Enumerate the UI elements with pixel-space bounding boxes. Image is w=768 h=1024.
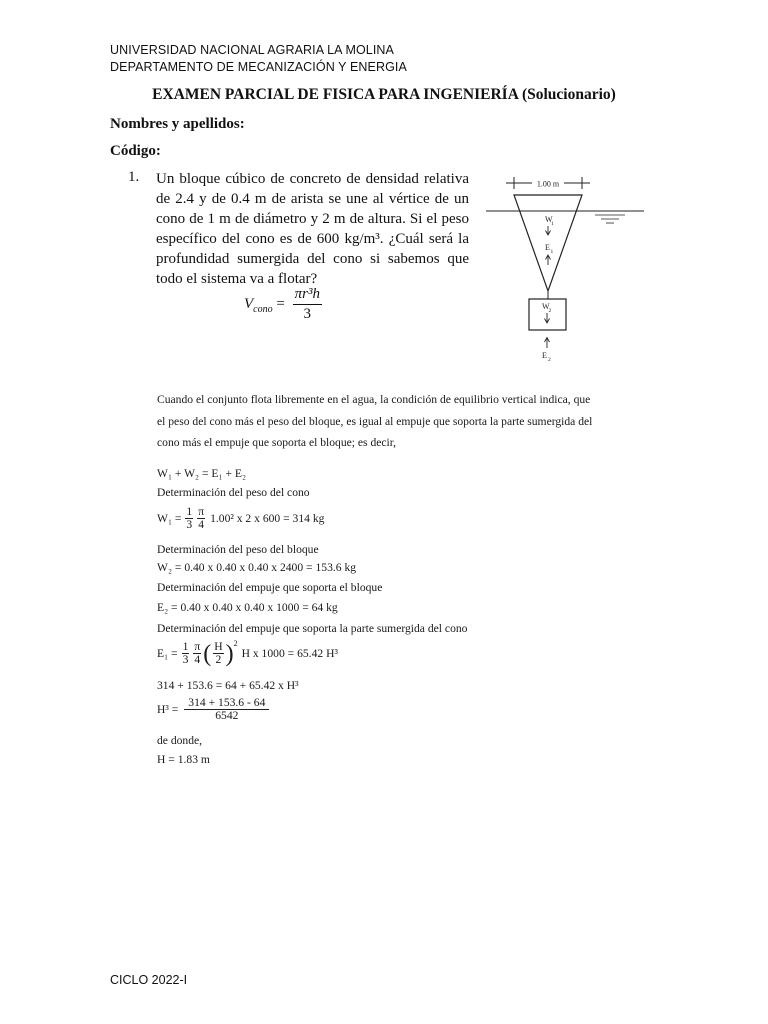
close-paren: ) bbox=[225, 640, 234, 667]
question-line: todo el sistema va a flotar? bbox=[156, 271, 318, 287]
w1-rhs: 1.00² x 2 x 600 = 314 kg bbox=[210, 512, 325, 525]
cycle-footer: CICLO 2022-I bbox=[110, 973, 188, 987]
h3-lhs: H³ = bbox=[157, 703, 179, 716]
balance-equation: W₁ + W₂ = E₁ + E₂ bbox=[157, 467, 247, 480]
e1-equation bbox=[157, 641, 338, 666]
frac-numerator: π bbox=[198, 505, 205, 518]
result-equation: H = 1.83 m bbox=[157, 753, 210, 766]
h3-denominator: 6542 bbox=[215, 709, 239, 722]
e1-sub: 1 bbox=[550, 249, 554, 255]
question-number: 1. bbox=[128, 169, 140, 185]
names-label: Nombres y apellidos: bbox=[110, 116, 245, 132]
w1-equation bbox=[157, 506, 324, 531]
h3-equation bbox=[157, 697, 271, 722]
frac-numerator: 1 bbox=[182, 640, 189, 653]
w1-lhs: W₁ = bbox=[157, 512, 182, 525]
university-name: UNIVERSIDAD NACIONAL AGRARIA LA MOLINA bbox=[110, 43, 394, 57]
question-line: específico del cono es de 600 kg/m³. ¿Cuál será la bbox=[156, 231, 469, 247]
code-label: Código: bbox=[110, 143, 161, 159]
frac-numerator: π bbox=[194, 640, 201, 653]
exam-title bbox=[0, 86, 768, 104]
question-text bbox=[156, 169, 469, 289]
e1-label: E bbox=[545, 243, 550, 252]
w2-equation: W₂ = 0.40 x 0.40 x 0.40 x 2400 = 153.6 kg bbox=[157, 561, 357, 574]
sum-equation: 314 + 153.6 = 64 + 65.42 x H³ bbox=[157, 679, 299, 692]
cone-block-diagram bbox=[480, 168, 650, 368]
open-paren: ( bbox=[203, 640, 212, 667]
e1-lhs: E₁ = bbox=[157, 647, 178, 660]
formula-lhs: V bbox=[244, 295, 254, 312]
exam-title-main: EXAMEN PARCIAL DE FISICA PARA INGENIERÍA bbox=[152, 86, 519, 103]
department-name: DEPARTAMENTO DE MECANIZACIÓN Y ENERGIA bbox=[110, 60, 407, 74]
question-line: de 2.4 y de 0.4 m de arista se une al vértice de un bbox=[156, 191, 469, 207]
frac-numerator: H bbox=[214, 640, 223, 653]
w1-sub: 1 bbox=[551, 221, 554, 227]
e2-sub: 2 bbox=[548, 357, 551, 363]
w1-label: W bbox=[545, 215, 553, 224]
formula-denominator: 3 bbox=[303, 306, 312, 322]
cone-volume-formula: $V_{cono}$ = $\frac{\text{πr³h}}{3}$ bbox=[244, 286, 320, 322]
frac-denominator: 4 bbox=[194, 653, 201, 666]
w2-label: W bbox=[542, 302, 550, 311]
heading-cone-buoyancy: Determinación del empuje que soporta la parte sumergida del cono bbox=[157, 622, 468, 635]
diameter-label: 1.00 m bbox=[536, 179, 560, 189]
frac-denominator: 4 bbox=[198, 518, 205, 531]
frac-numerator: 1 bbox=[186, 505, 193, 518]
solution-intro-line: cono más el empuje que soporta el bloque; es decir, bbox=[157, 436, 397, 449]
question-line: cono de 1 m de diámetro y 2 m de altura. Si el peso bbox=[156, 211, 469, 227]
frac-denominator: 3 bbox=[186, 518, 193, 531]
heading-block-buoyancy: Determinación del empuje que soporta el bloque bbox=[157, 581, 383, 594]
e2-label: E bbox=[542, 351, 547, 360]
exam-title-sub: (Solucionario) bbox=[521, 86, 616, 103]
frac-denominator: 2 bbox=[215, 653, 222, 666]
e1-rhs: H x 1000 = 65.42 H³ bbox=[241, 647, 338, 660]
h3-numerator: 314 + 153.6 - 64 bbox=[184, 697, 269, 710]
w2-sub: 2 bbox=[548, 308, 552, 314]
exponent: 2 bbox=[233, 639, 238, 648]
solution-intro-line: el peso del cono más el peso del bloque, es igual al empuje que soporta la parte sumergida del bbox=[157, 415, 593, 428]
frac-denominator: 3 bbox=[182, 653, 189, 666]
question-line: profundidad sumergida del cono si sabemos que bbox=[156, 251, 469, 267]
de-donde-text: de donde, bbox=[157, 734, 203, 747]
heading-cone-weight: Determinación del peso del cono bbox=[157, 486, 310, 499]
solution-intro-line: Cuando el conjunto flota libremente en el agua, la condición de equilibrio vertical indica, que bbox=[157, 393, 591, 406]
formula-lhs-sub: cono bbox=[253, 303, 273, 315]
formula-numerator: πr³h bbox=[293, 286, 322, 305]
question-line: Un bloque cúbico de concreto de densidad relativa bbox=[156, 171, 469, 187]
heading-block-weight: Determinación del peso del bloque bbox=[157, 543, 319, 556]
e2-equation: E₂ = 0.40 x 0.40 x 0.40 x 1000 = 64 kg bbox=[157, 601, 338, 614]
